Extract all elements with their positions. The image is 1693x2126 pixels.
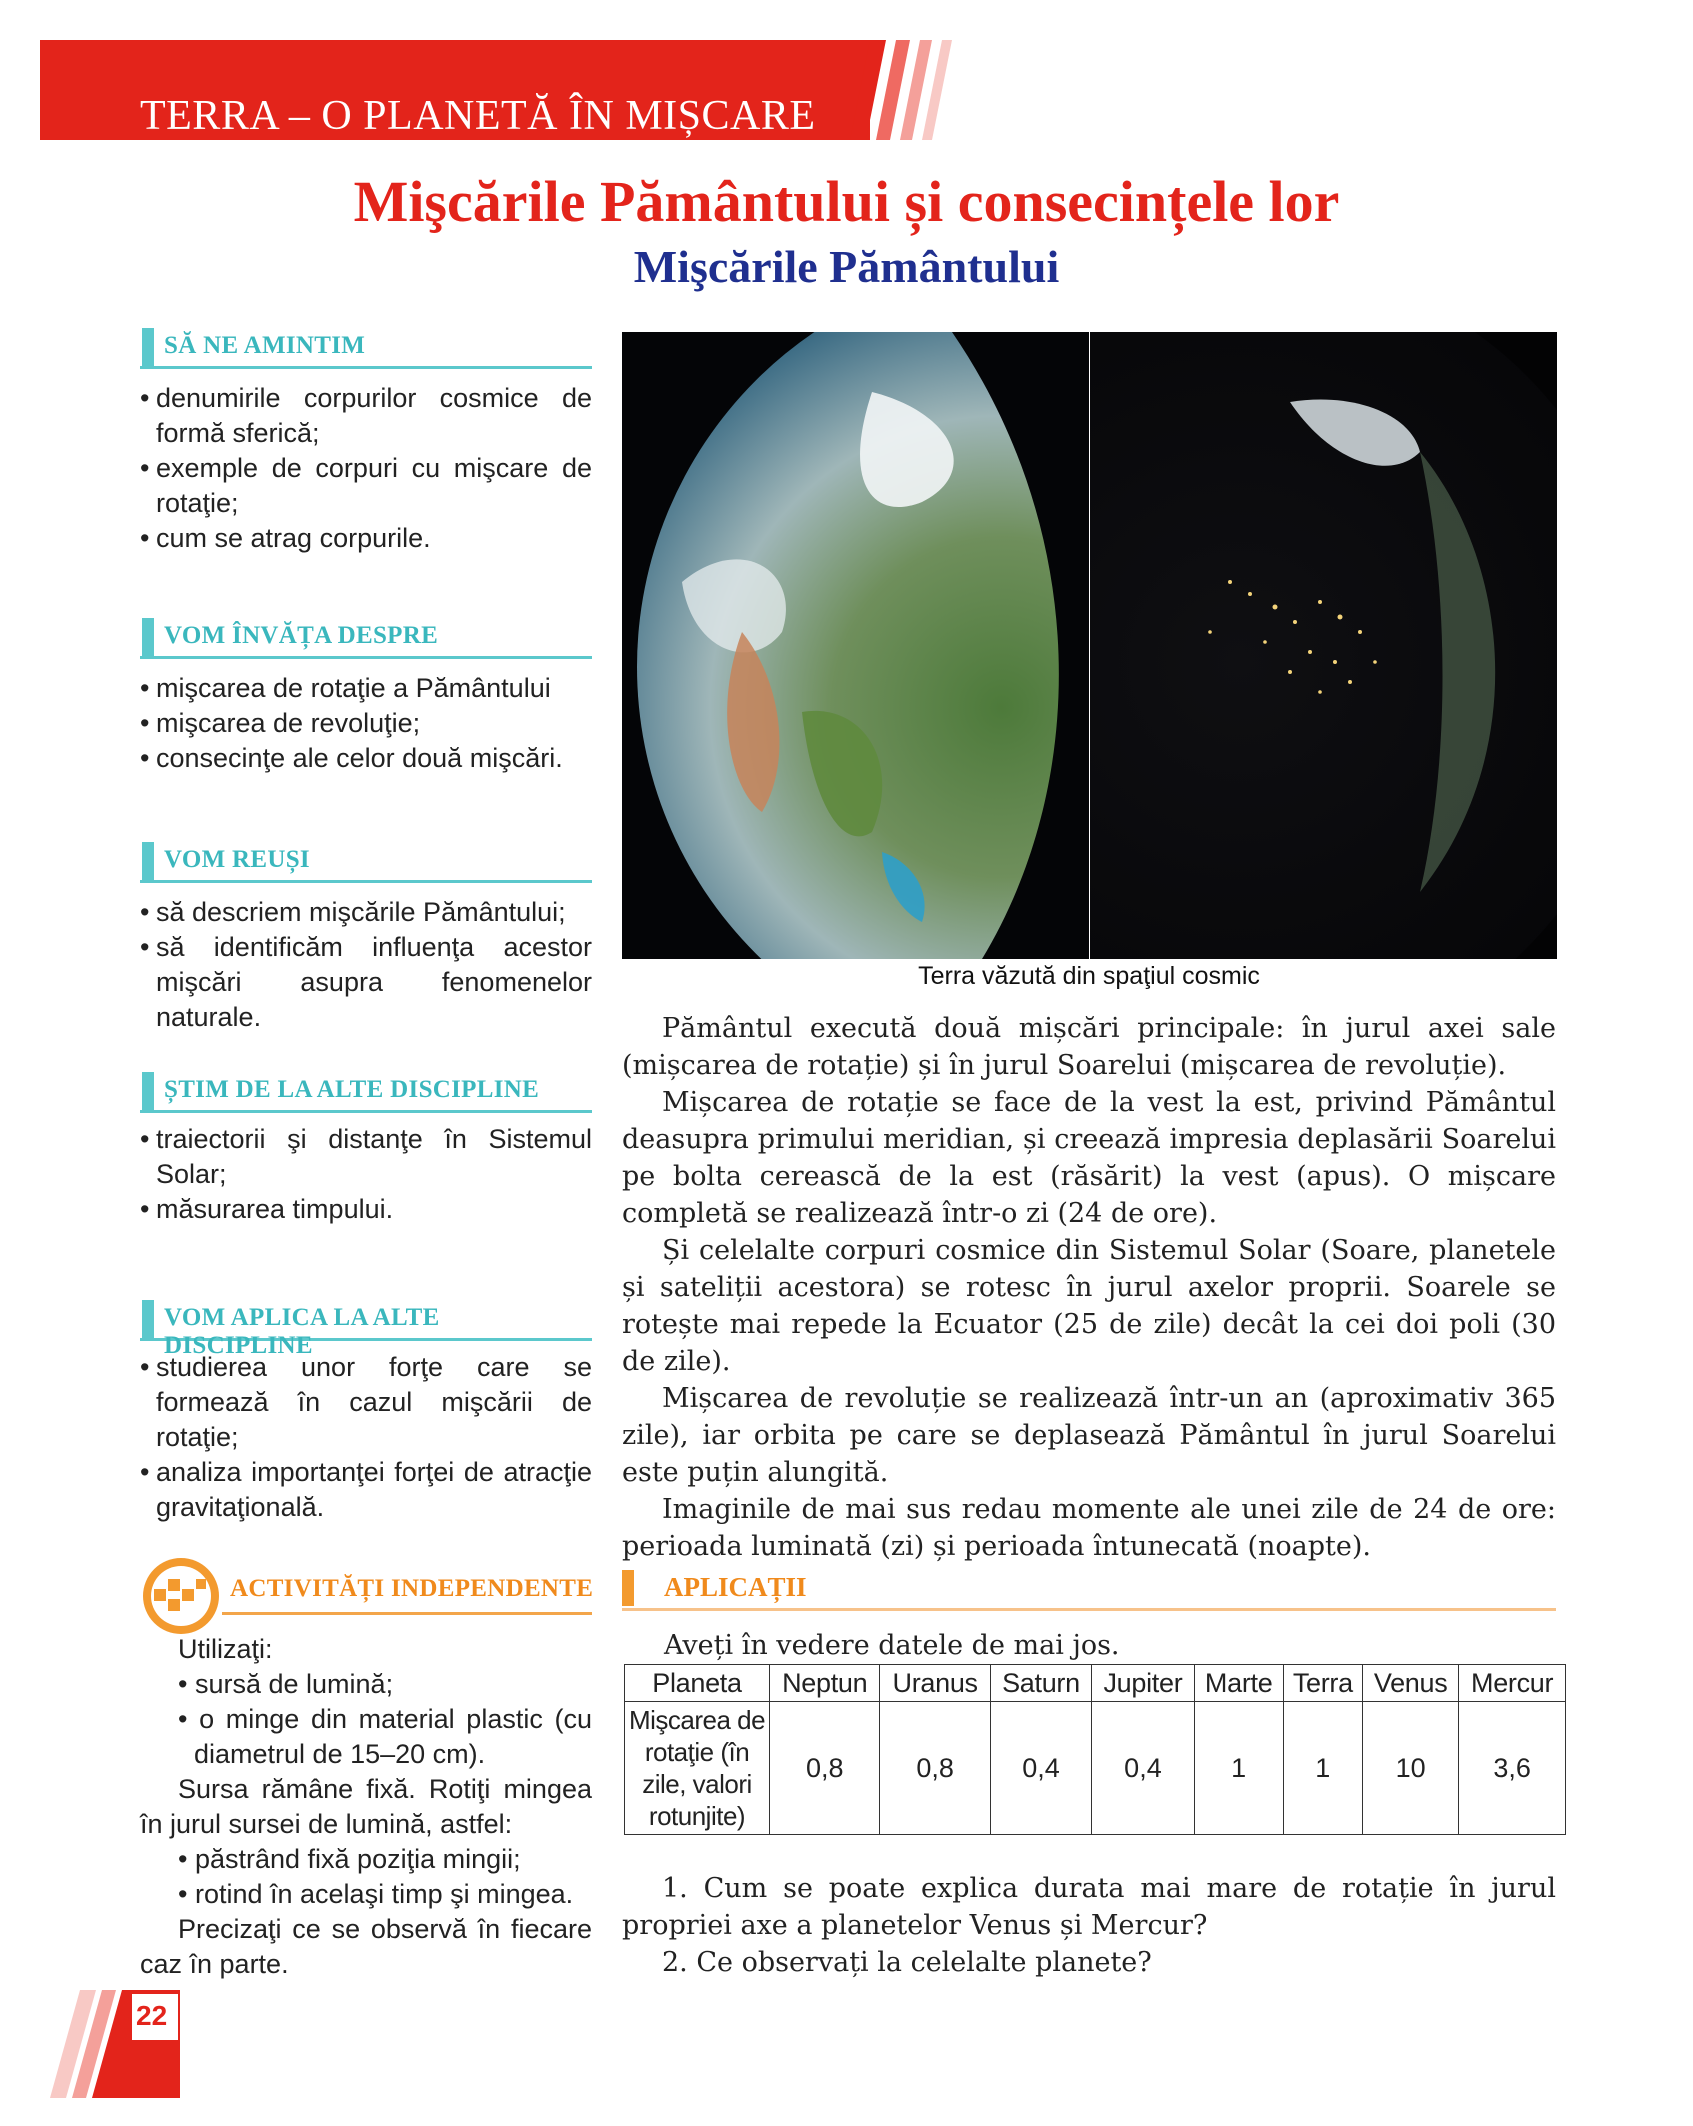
- section-heading-learn: [140, 616, 592, 659]
- activities-underline: [222, 1612, 592, 1615]
- table-header-cell: Marte: [1194, 1665, 1283, 1702]
- list-item: • o minge din material plastic (cu diametrul de 15–20 cm).: [178, 1704, 592, 1769]
- chapter-title: TERRA – O PLANETĂ ÎN MIȘCARE: [140, 93, 816, 139]
- section-title: ȘTIM DE LA ALTE DISCIPLINE: [164, 1076, 540, 1103]
- list-item: • exemple de corpuri cu mişcare de rotaţie;: [140, 451, 592, 521]
- list-item: • sursă de lumină;: [178, 1669, 394, 1699]
- table-header-cell: Terra: [1283, 1665, 1363, 1702]
- table-cell: 1: [1283, 1702, 1363, 1835]
- question: 2. Ce observați la celelalte planete?: [662, 1947, 1152, 1978]
- section-title: VOM ÎNVĂȚA DESPRE: [164, 622, 439, 649]
- table-cell: 3,6: [1459, 1702, 1566, 1835]
- section-title: SĂ NE AMINTIM: [164, 332, 366, 359]
- table-header-cell: Neptun: [770, 1665, 880, 1702]
- section-heading-apply: [140, 1298, 592, 1359]
- section-marker: [142, 618, 154, 656]
- paragraph: Mișcarea de revoluție se realizează într-un an (aproximativ 365 zile), iar orbita pe care se deplasează Pământul în jurul Soarelui este puțin alungită.: [622, 1383, 1556, 1488]
- activities-question: Precizaţi ce se observă în fiecare caz în parte.: [140, 1914, 592, 1979]
- applications-intro: Aveți în vedere datele de mai jos.: [664, 1630, 1120, 1661]
- table-cell: 0,8: [880, 1702, 990, 1835]
- list-item: • mişcarea de revoluţie;: [140, 706, 592, 741]
- table-header-row: [625, 1665, 1566, 1702]
- section-marker: [142, 842, 154, 880]
- section-marker: [142, 1072, 154, 1110]
- header-stripes: [850, 40, 960, 140]
- section-heading-other-disciplines: [140, 1070, 592, 1113]
- paragraph: Pământul execută două mișcări principale: în jurul axei sale (mișcarea de rotație) și în jurul Soarelui (mișcarea de revoluție).: [622, 1013, 1556, 1081]
- section-list-succeed: [140, 895, 592, 1035]
- list-item: • păstrând fixă poziţia mingii;: [178, 1844, 521, 1874]
- list-item: • cum se atrag corpurile.: [140, 521, 592, 556]
- table-cell: 0,4: [1092, 1702, 1195, 1835]
- page-subtitle: Mişcările Pământului: [633, 241, 1060, 292]
- page-number: 22: [136, 2000, 168, 2031]
- list-item: • mişcarea de rotaţie a Pământului: [140, 671, 592, 706]
- table-header-cell: Mercur: [1459, 1665, 1566, 1702]
- section-heading-remember: [140, 326, 592, 369]
- section-list-learn: [140, 671, 592, 776]
- paragraph: Imaginile de mai sus redau momente ale unei zile de 24 de ore: perioada luminată (zi) și perioada întunecată (noapte).: [622, 1494, 1556, 1562]
- table-cell: 10: [1363, 1702, 1459, 1835]
- page-title: Mişcările Pământului și consecințele lor: [353, 169, 1340, 234]
- question: 1. Cum se poate explica durata mai mare de rotație în jurul propriei axe a planetelor Venus și Mercur?: [622, 1873, 1556, 1941]
- list-item: • traiectorii şi distanţe în Sistemul Solar;: [140, 1122, 592, 1192]
- activities-intro: Utilizaţi:: [178, 1634, 273, 1664]
- questions: [622, 1870, 1556, 1981]
- list-item: • să descriem mişcările Pământului;: [140, 895, 592, 930]
- table-cell: 0,8: [770, 1702, 880, 1835]
- applications-title: APLICAȚII: [664, 1572, 807, 1602]
- list-item: • rotind în acelaşi timp şi mingea.: [178, 1879, 574, 1909]
- earth-day-image: [622, 332, 1089, 959]
- table-cell: 0,4: [990, 1702, 1091, 1835]
- section-list-other-disciplines: [140, 1122, 592, 1227]
- table-header-cell: Venus: [1363, 1665, 1459, 1702]
- list-item: • consecinţe ale celor două mişcări.: [140, 741, 592, 776]
- activities-title: ACTIVITĂȚI INDEPENDENTE: [230, 1575, 594, 1602]
- paragraph: Mișcarea de rotație se face de la vest la est, privind Pământul deasupra primului meridian, și creează impresia deplasării Soarelui pe bolta cerească de la est (răsărit) la vest (apus). O mișcare completă se realizează într-o zi (24 de ore).: [622, 1087, 1556, 1229]
- rotation-table: [624, 1664, 1566, 1835]
- table-row: [625, 1702, 1566, 1835]
- section-list-apply: [140, 1350, 592, 1525]
- table-header-cell: Planeta: [625, 1665, 770, 1702]
- section-list-remember: [140, 381, 592, 556]
- applications-underline: [622, 1608, 1556, 1611]
- section-marker: [142, 328, 154, 366]
- section-heading-succeed: [140, 840, 592, 883]
- table-header-cell: Saturn: [990, 1665, 1091, 1702]
- section-title: VOM APLICA LA ALTE DISCIPLINE: [164, 1304, 440, 1359]
- table-row-label: Mişcarea de rotaţie (în zile, valori rotunjite): [625, 1702, 770, 1835]
- main-text: [622, 1010, 1556, 1565]
- activities-instruction: Sursa rămâne fixă. Rotiţi mingea în jurul sursei de lumină, astfel:: [140, 1774, 592, 1839]
- table-header-cell: Jupiter: [1092, 1665, 1195, 1702]
- table-header-cell: Uranus: [880, 1665, 990, 1702]
- earth-night-image: [1090, 332, 1557, 959]
- list-item: • măsurarea timpului.: [140, 1192, 592, 1227]
- list-item: • denumirile corpurilor cosmice de formă sferică;: [140, 381, 592, 451]
- table-cell: 1: [1194, 1702, 1283, 1835]
- section-marker: [142, 1300, 154, 1338]
- activity-icon: [140, 1555, 222, 1637]
- applications-marker: [622, 1570, 634, 1606]
- list-item: • studierea unor forţe care se formează în cazul mişcării de rotaţie;: [140, 1350, 592, 1455]
- figure-caption: Terra văzută din spaţiul cosmic: [918, 962, 1260, 990]
- list-item: • să identificăm influenţa acestor mişcări asupra fenomenelor naturale.: [140, 930, 592, 1035]
- section-title: VOM REUȘI: [164, 846, 310, 873]
- list-item: • analiza importanţei forţei de atracţie gravitaţională.: [140, 1455, 592, 1525]
- paragraph: Și celelalte corpuri cosmice din Sistemul Solar (Soare, planetele și sateliții acestora) se rotesc în jurul axelor proprii. Soarele se rotește mai repede la Ecuator (25 de zile) decât la cei doi poli (30 de zile).: [622, 1235, 1556, 1377]
- activities-body: [140, 1632, 592, 1982]
